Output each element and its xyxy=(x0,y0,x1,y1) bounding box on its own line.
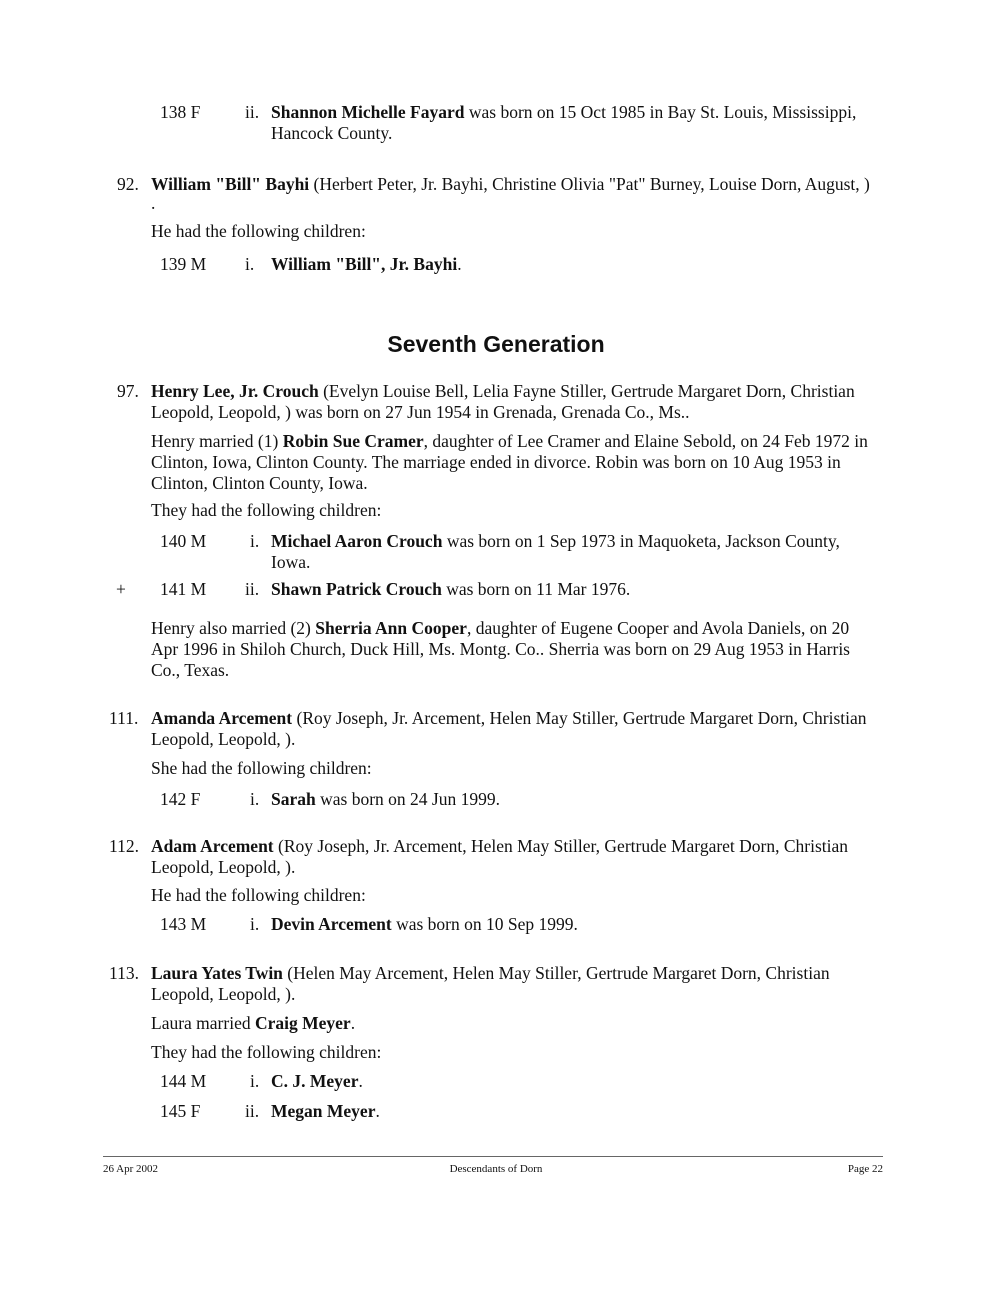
birth-text: was born on 24 Jun 1999. xyxy=(315,789,500,809)
ancestry-text-continued: Leopold, Leopold, ). xyxy=(151,729,296,749)
child-ordinal: i. xyxy=(245,254,255,274)
person-name: William "Bill" Bayhi xyxy=(151,174,310,194)
child-ordinal: i. xyxy=(250,1071,260,1091)
ancestry-text: (Evelyn Louise Bell, Lelia Fayne Stiller, Gertrude Margaret Dorn, Christian xyxy=(318,381,855,401)
children-intro: He had the following children: xyxy=(151,221,366,241)
child-id: 145 F xyxy=(160,1101,201,1121)
entry-header xyxy=(151,836,848,857)
person-name: Devin Arcement xyxy=(271,914,392,934)
children-intro: She had the following children: xyxy=(151,758,372,778)
person-name: Michael Aaron Crouch xyxy=(271,531,443,551)
ancestry-text-continued: . xyxy=(151,193,156,213)
marriage-text-continued: Apr 1996 in Shiloh Church, Duck Hill, Ms. Montg. Co.. Sherria was born on 29 Aug 1953 in Harris xyxy=(151,639,850,659)
person-name: Shannon Michelle Fayard xyxy=(271,102,465,122)
child-entry: C. J. Meyer. xyxy=(271,1071,363,1091)
person-name: Henry Lee, Jr. Crouch xyxy=(151,381,319,401)
section-heading: Seventh Generation xyxy=(387,331,605,357)
child-ordinal: ii. xyxy=(245,102,260,122)
marriage-text-continued: Clinton, Iowa, Clinton County. The marriage ended in divorce. Robin was born on 10 Aug 1953 in xyxy=(151,452,841,472)
child-ordinal: i. xyxy=(250,789,260,809)
footer-page-number: Page 22 xyxy=(847,1163,883,1175)
marriage-text-continued: Co., Texas. xyxy=(151,660,230,680)
footer-date: 26 Apr 2002 xyxy=(103,1163,158,1175)
child-entry xyxy=(271,914,578,935)
child-id: 138 F xyxy=(160,102,201,122)
birth-text: was born on 1 Sep 1973 in Maquoketa, Jackson County, xyxy=(442,531,840,551)
footer-divider xyxy=(103,1156,883,1157)
child-entry: William "Bill", Jr. Bayhi. xyxy=(271,254,462,274)
ancestry-text: (Herbert Peter, Jr. Bayhi, Christine Olivia "Pat" Burney, Louise Dorn, August, ) xyxy=(309,174,870,194)
entry-header xyxy=(151,963,830,984)
child-ordinal: i. xyxy=(250,531,260,551)
child-entry xyxy=(271,531,840,552)
entry-number: 111. xyxy=(109,708,139,728)
person-name: Adam Arcement xyxy=(151,836,274,856)
child-entry xyxy=(271,579,630,600)
person-name: Sarah xyxy=(271,789,316,809)
ancestry-text-continued: Leopold, Leopold, ) was born on 27 Jun 1954 in Grenada, Grenada Co., Ms.. xyxy=(151,402,690,422)
has-descendants-marker: + xyxy=(116,579,126,599)
child-id: 141 M xyxy=(160,579,207,599)
child-ordinal: i. xyxy=(250,914,260,934)
birth-text-continued: Iowa. xyxy=(271,552,311,572)
ancestry-text: (Helen May Arcement, Helen May Stiller, Gertrude Margaret Dorn, Christian xyxy=(282,963,830,983)
marriage-text-continued: Clinton, Clinton County, Iowa. xyxy=(151,473,368,493)
marriage-text: Henry also married (2) Sherria Ann Cooper, daughter of Eugene Cooper and Avola Daniels, on 20 xyxy=(151,618,850,638)
child-id: 142 F xyxy=(160,789,201,809)
children-intro: They had the following children: xyxy=(151,500,382,520)
person-name: Shawn Patrick Crouch xyxy=(271,579,442,599)
birth-text: was born on 11 Mar 1976. xyxy=(441,579,631,599)
child-id: 144 M xyxy=(160,1071,207,1091)
ancestry-text-continued: Leopold, Leopold, ). xyxy=(151,857,296,877)
ancestry-text: (Roy Joseph, Jr. Arcement, Helen May Stiller, Gertrude Margaret Dorn, Christian xyxy=(292,708,867,728)
spouse-name: Sherria Ann Cooper xyxy=(315,618,467,638)
spouse-name: Craig Meyer xyxy=(254,1013,351,1033)
child-id: 139 M xyxy=(160,254,207,274)
child-entry xyxy=(271,789,500,810)
entry-header xyxy=(151,174,870,195)
child-ordinal: ii. xyxy=(245,579,260,599)
birth-text: was born on 15 Oct 1985 in Bay St. Louis, Mississippi, xyxy=(464,102,857,122)
child-entry xyxy=(271,102,856,123)
entry-number: 113. xyxy=(109,963,139,983)
person-name: Laura Yates Twin xyxy=(151,963,283,983)
children-intro: He had the following children: xyxy=(151,885,366,905)
entry-number: 112. xyxy=(109,836,139,856)
person-name: Megan Meyer xyxy=(271,1101,376,1121)
person-name: William "Bill", Jr. Bayhi xyxy=(271,254,458,274)
spouse-name: Robin Sue Cramer xyxy=(282,431,424,451)
entry-number: 97. xyxy=(117,381,139,401)
person-name: C. J. Meyer xyxy=(271,1071,359,1091)
ancestry-text-continued: Leopold, Leopold, ). xyxy=(151,984,296,1004)
footer-title: Descendants of Dorn xyxy=(449,1163,543,1175)
marriage-text: Henry married (1) Robin Sue Cramer, daughter of Lee Cramer and Elaine Sebold, on 24 Feb 1972 in xyxy=(151,431,868,451)
entry-header xyxy=(151,381,855,402)
entry-number: 92. xyxy=(117,174,139,194)
child-id: 143 M xyxy=(160,914,207,934)
children-intro: They had the following children: xyxy=(151,1042,382,1062)
child-id: 140 M xyxy=(160,531,207,551)
birth-text: was born on 10 Sep 1999. xyxy=(391,914,578,934)
child-ordinal: ii. xyxy=(245,1101,260,1121)
entry-header xyxy=(151,708,867,729)
marriage-text: Laura married Craig Meyer. xyxy=(151,1013,356,1033)
birth-text-continued: Hancock County. xyxy=(271,123,393,143)
ancestry-text: (Roy Joseph, Jr. Arcement, Helen May Stiller, Gertrude Margaret Dorn, Christian xyxy=(273,836,849,856)
person-name: Amanda Arcement xyxy=(151,708,293,728)
child-entry: Megan Meyer. xyxy=(271,1101,380,1121)
